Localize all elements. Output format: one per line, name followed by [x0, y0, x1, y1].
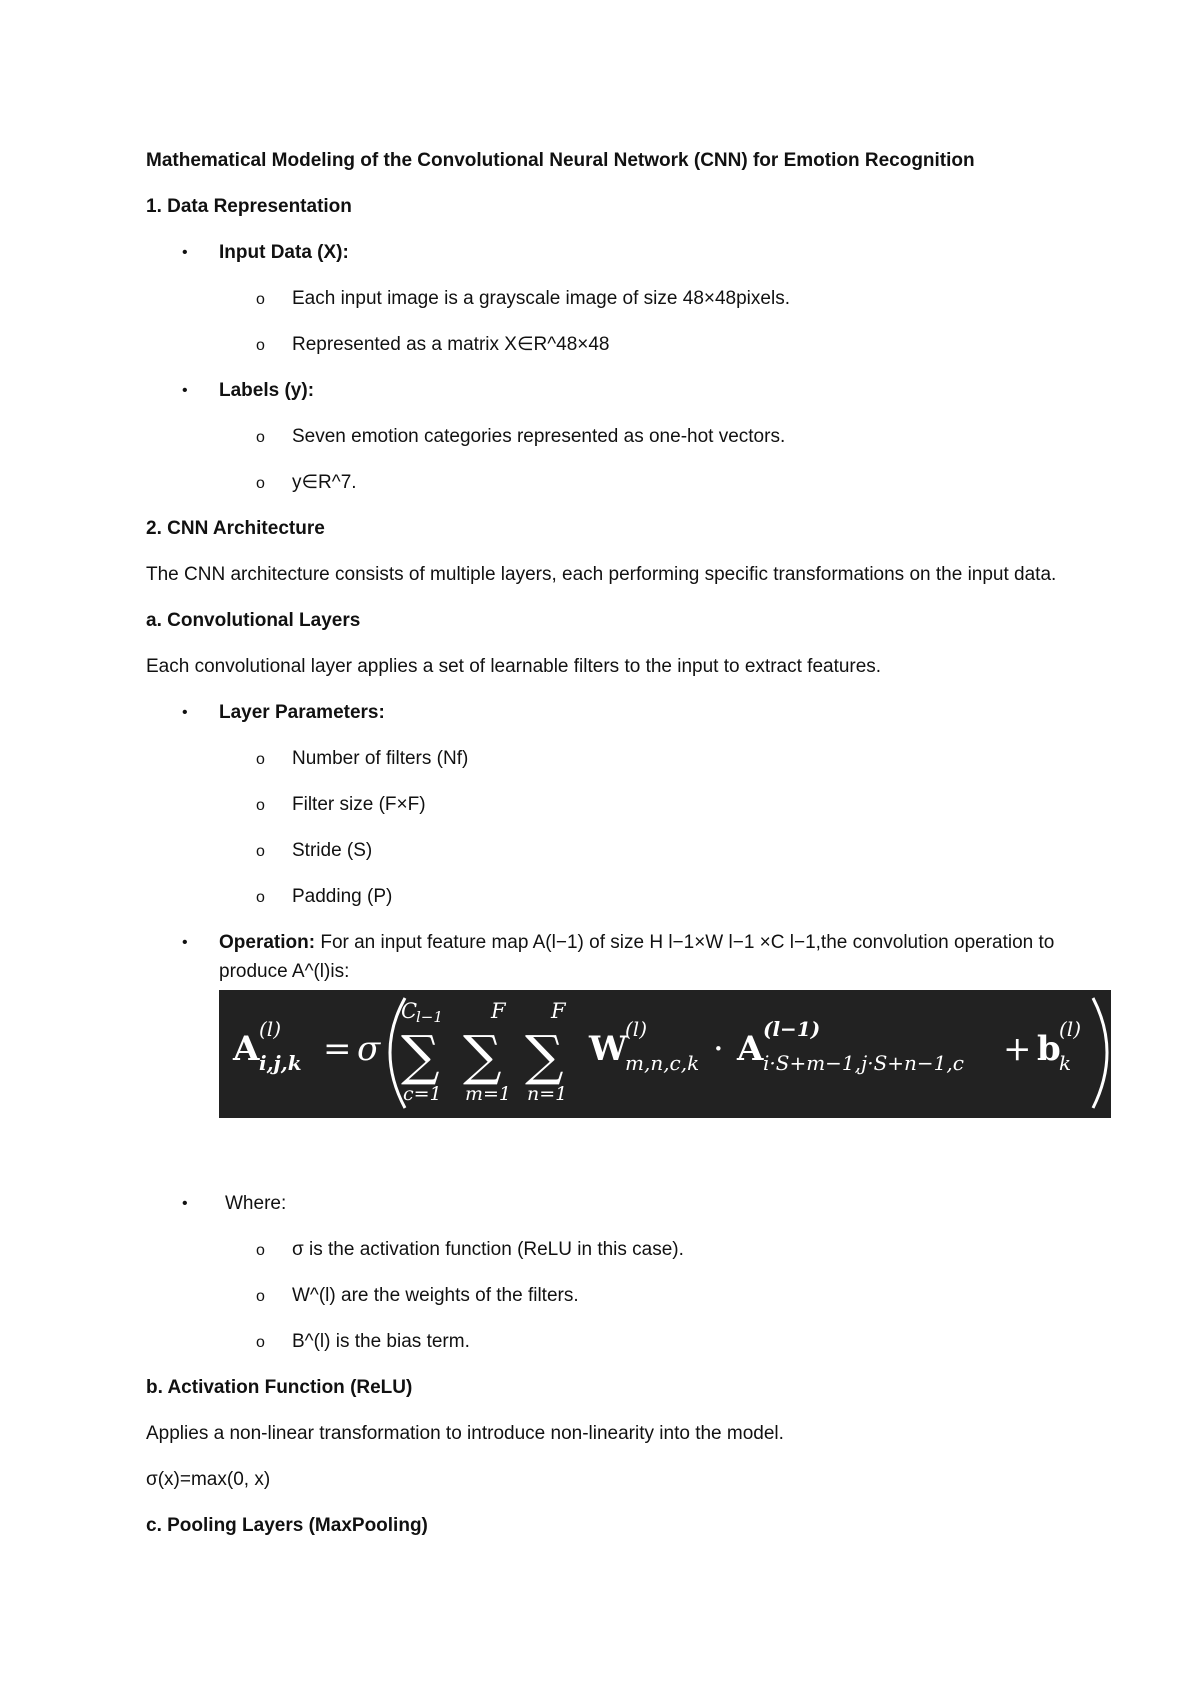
sub-bullet-marker: o	[256, 889, 265, 906]
bullet-layer-parameters	[146, 698, 1086, 727]
sub-bullet-text: Stride (S)	[292, 840, 373, 861]
formula-plus: +	[1003, 1029, 1032, 1069]
formula-lhs-sup: (l)	[259, 1017, 282, 1041]
sub-bullet-item	[146, 468, 1086, 497]
sub-bullet-marker: o	[256, 1334, 265, 1351]
sub-bullet-text: Represented as a matrix X∈R^48×48	[292, 334, 610, 355]
bullet-operation	[146, 928, 1086, 986]
sub-bullet-item	[146, 836, 1086, 865]
formula-b: b	[1037, 1029, 1061, 1069]
sub-bullet-item	[146, 882, 1086, 911]
formula-sum3-top: F	[551, 999, 566, 1023]
sub-bullet-marker: o	[256, 751, 265, 768]
convolution-formula	[219, 990, 1111, 1118]
convolution-formula-image	[219, 990, 1111, 1118]
formula-W-sub: m,n,c,k	[625, 1051, 700, 1075]
sub-bullet-marker: o	[256, 797, 265, 814]
formula-dot: ·	[713, 1029, 724, 1069]
bullet-marker: •	[182, 934, 188, 951]
bullet-marker: •	[182, 704, 188, 721]
sub-bullet-text: Number of filters (Nf)	[292, 748, 469, 769]
sub-bullet-marker: o	[256, 1242, 265, 1259]
formula-W-sup: (l)	[625, 1017, 648, 1041]
formula-lhs-A: A	[233, 1029, 260, 1069]
formula-A2-sub: i·S+m−1,j·S+n−1,c	[763, 1051, 964, 1075]
sub-bullet-marker: o	[256, 291, 265, 308]
bullet-input-data	[146, 238, 1086, 267]
sub-bullet-marker: o	[256, 843, 265, 860]
bullet-marker: •	[182, 1195, 188, 1212]
formula-sum2-bottom: m=1	[465, 1083, 512, 1105]
formula-sum2: ∑	[463, 1024, 502, 1087]
subsection-heading-convolutional-layers: a. Convolutional Layers	[146, 610, 361, 631]
formula-b-sub: k	[1059, 1051, 1072, 1075]
sub-bullet-marker: o	[256, 429, 265, 446]
paragraph-architecture-intro: The CNN architecture consists of multiple layers, each performing specific transformations on the input data.	[146, 564, 1057, 585]
subsection-heading-activation-function: b. Activation Function (ReLU)	[146, 1377, 413, 1398]
bullet-text: Where:	[225, 1193, 287, 1214]
bullet-label: Layer Parameters:	[219, 702, 385, 723]
formula-sum3-bottom: n=1	[527, 1083, 568, 1105]
sub-bullet-item	[146, 790, 1086, 819]
formula-sum1-top: C	[401, 999, 418, 1023]
bullet-label: Labels (y):	[219, 380, 315, 401]
formula-sigma: σ	[357, 1029, 381, 1069]
sub-bullet-item	[146, 284, 1086, 313]
relu-formula: σ(x)=max(0, x)	[146, 1469, 271, 1490]
bullet-marker: •	[182, 244, 188, 261]
paragraph-conv-intro: Each convolutional layer applies a set of learnable filters to the input to extract features.	[146, 656, 882, 677]
sub-bullet-text: σ is the activation function (ReLU in this case).	[292, 1239, 684, 1260]
sub-bullet-marker: o	[256, 475, 265, 492]
bullet-where	[146, 1189, 1086, 1218]
sub-bullet-text: Seven emotion categories represented as one-hot vectors.	[292, 426, 786, 447]
formula-A2: A	[737, 1029, 764, 1069]
sub-bullet-item	[146, 744, 1086, 773]
sub-bullet-text: B^(l) is the bias term.	[292, 1331, 470, 1352]
sub-bullet-marker: o	[256, 337, 265, 354]
formula-W: W	[589, 1029, 628, 1069]
formula-sum1-top-sub: l−1	[416, 1008, 443, 1026]
sub-bullet-item	[146, 1327, 1086, 1356]
operation-description: For an input feature map A(l−1) of size H l−1×W l−1 ×C l−1,the convolution operation to produce A^(l)is:	[219, 932, 1055, 982]
formula-right-paren	[1093, 998, 1107, 1108]
document-title: Mathematical Modeling of the Convolutional Neural Network (CNN) for Emotion Recognition	[146, 150, 975, 171]
bullet-labels	[146, 376, 1086, 405]
sub-bullet-text: Each input image is a grayscale image of size 48×48pixels.	[292, 288, 790, 309]
sub-bullet-text: W^(l) are the weights of the filters.	[292, 1285, 579, 1306]
bullet-marker: •	[182, 382, 188, 399]
formula-sum3: ∑	[525, 1024, 564, 1087]
sub-bullet-item	[146, 1281, 1086, 1310]
formula-equals: =	[323, 1029, 352, 1069]
sub-bullet-item	[146, 422, 1086, 451]
formula-b-sup: (l)	[1059, 1017, 1082, 1041]
section-heading-data-representation: 1. Data Representation	[146, 196, 352, 217]
paragraph-relu-intro: Applies a non-linear transformation to introduce non-linearity into the model.	[146, 1423, 784, 1444]
formula-sum1-bottom: c=1	[403, 1083, 442, 1105]
formula-lhs-sub: i,j,k	[259, 1051, 302, 1075]
bullet-label: Operation:	[219, 932, 316, 953]
spacer	[146, 1118, 1086, 1172]
formula-sum2-top: F	[491, 999, 506, 1023]
sub-bullet-text: y∈R^7.	[292, 472, 357, 493]
sub-bullet-text: Padding (P)	[292, 886, 393, 907]
subsection-heading-pooling-layers: c. Pooling Layers (MaxPooling)	[146, 1515, 428, 1536]
document-body	[146, 146, 1086, 1557]
sub-bullet-item	[146, 1235, 1086, 1264]
bullet-label: Input Data (X):	[219, 242, 349, 263]
formula-A2-sup: (l−1)	[763, 1017, 821, 1041]
sub-bullet-text: Filter size (F×F)	[292, 794, 426, 815]
section-heading-cnn-architecture: 2. CNN Architecture	[146, 518, 325, 539]
formula-sum1: ∑	[401, 1024, 440, 1087]
sub-bullet-marker: o	[256, 1288, 265, 1305]
sub-bullet-item	[146, 330, 1086, 359]
